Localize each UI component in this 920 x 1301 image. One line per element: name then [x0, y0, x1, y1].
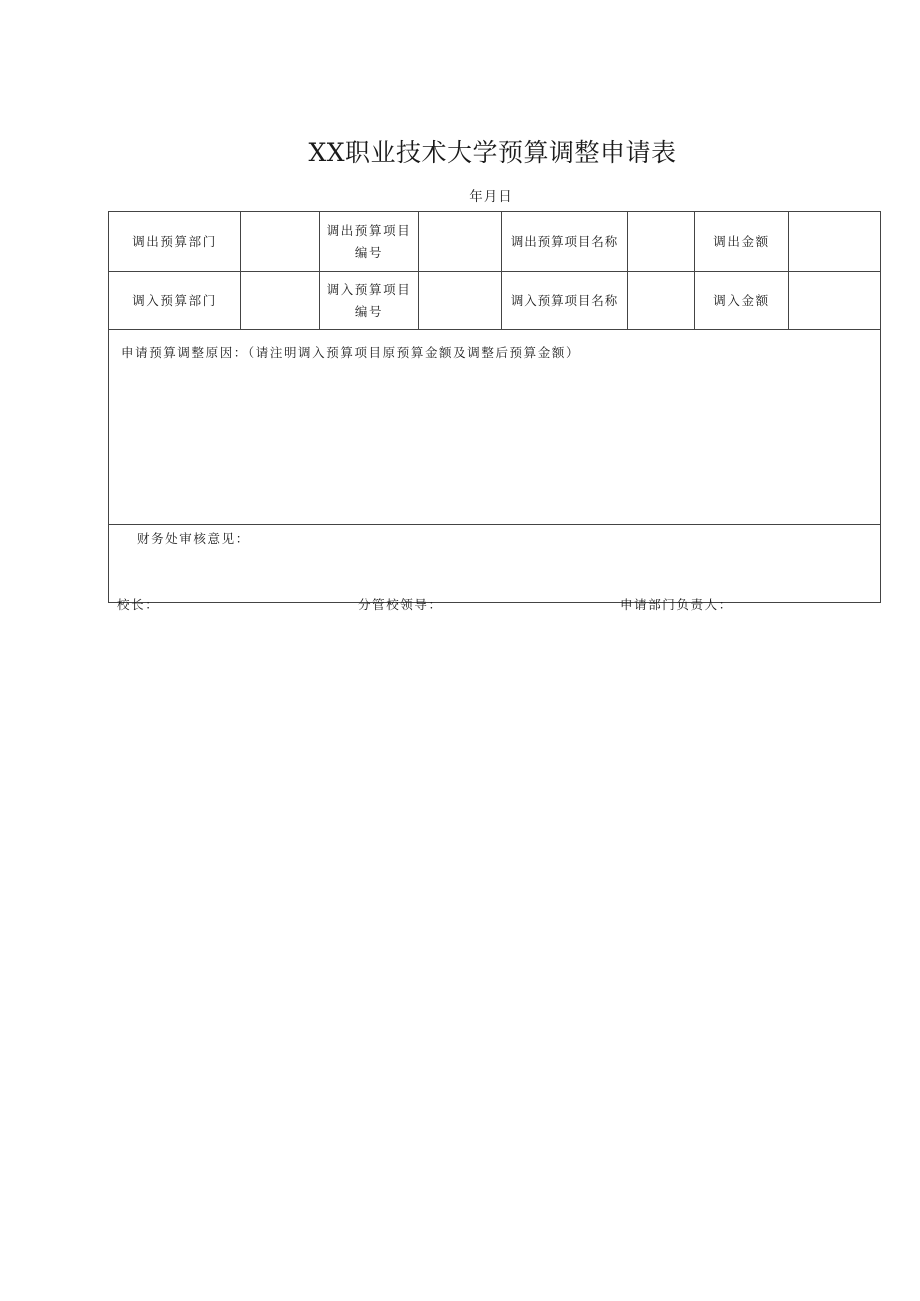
transfer-in-amount-label: 调入金额: [695, 272, 789, 330]
audit-opinion-label: 财务处审核意见：: [137, 531, 250, 546]
dept-head-signature-label: 申请部门负责人：: [620, 597, 733, 612]
budget-adjustment-form-table: [108, 211, 881, 603]
transfer-in-item-no-label-line2: 编号: [354, 303, 384, 319]
transfer-out-item-no-label-line2: 编号: [354, 244, 384, 260]
transfer-out-amount-field[interactable]: [789, 212, 881, 272]
audit-opinion-field[interactable]: [109, 525, 881, 603]
transfer-out-row: [109, 212, 881, 272]
reason-row: [109, 330, 881, 525]
transfer-out-item-name-label: 调出预算项目名称: [502, 212, 628, 272]
signature-line: [0, 595, 920, 617]
transfer-out-item-no-field[interactable]: [419, 212, 502, 272]
transfer-out-dept-label: 调出预算部门: [109, 212, 241, 272]
transfer-out-item-no-label: [320, 212, 419, 272]
transfer-in-item-name-label: 调入预算项目名称: [502, 272, 628, 330]
transfer-out-item-no-label-line1: 调出预算项目: [326, 222, 412, 238]
transfer-out-dept-field[interactable]: [241, 212, 320, 272]
date-line: 年月日: [469, 189, 513, 205]
audit-row: [109, 525, 881, 603]
president-signature-label: 校长：: [117, 597, 160, 612]
reason-field[interactable]: [109, 330, 881, 525]
transfer-in-item-no-field[interactable]: [419, 272, 502, 330]
transfer-out-item-name-field[interactable]: [628, 212, 695, 272]
transfer-in-item-no-label-line1: 调入预算项目: [326, 281, 412, 297]
transfer-in-dept-field[interactable]: [241, 272, 320, 330]
document-title: XX职业技术大学预算调整申请表: [308, 138, 677, 167]
reason-label: 申请预算调整原因：（请注明调入预算项目原预算金额及调整后预算金额）: [121, 345, 581, 360]
transfer-out-amount-label: 调出金额: [695, 212, 789, 272]
vice-leader-signature-label: 分管校领导：: [358, 597, 443, 612]
transfer-in-row: [109, 272, 881, 330]
transfer-in-dept-label: 调入预算部门: [109, 272, 241, 330]
transfer-in-item-name-field[interactable]: [628, 272, 695, 330]
transfer-in-amount-field[interactable]: [789, 272, 881, 330]
transfer-in-item-no-label: [320, 272, 419, 330]
